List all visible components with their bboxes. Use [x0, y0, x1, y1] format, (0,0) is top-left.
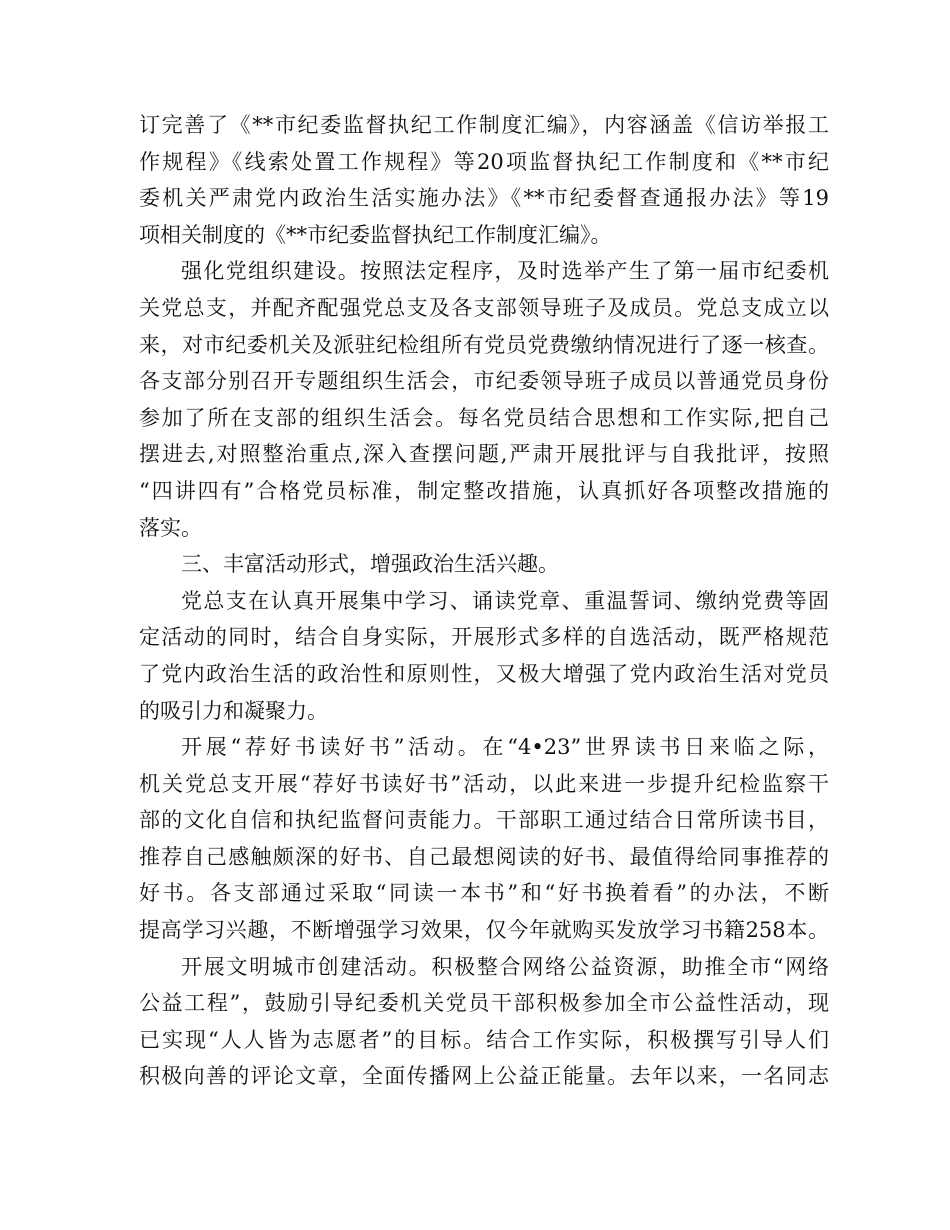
text-line: 开展文明城市创建活动。积极整合网络公益资源，助推全市“网络 — [181, 954, 829, 979]
text-line: 机关党总支开展“荐好书读好书”活动，以此来进一步提升纪检监察干 — [139, 771, 829, 796]
text-line: 部的文化自信和执纪监督问责能力。干部职工通过结合日常所读书目， — [139, 808, 829, 833]
text-line: 已实现“人人皆为志愿者”的目标。结合工作实际，积极撰写引导人们 — [139, 1027, 829, 1052]
text-line: 推荐自己感触颇深的好书、自己最想阅读的好书、最值得给同事推荐的 — [139, 844, 829, 869]
text-line: 参加了所在支部的组织生活会。每名党员结合思想和工作实际,把自己 — [139, 405, 829, 430]
text-line: 来，对市纪委机关及派驻纪检组所有党员党费缴纳情况进行了逐一核查。 — [139, 332, 829, 357]
text-line: 的吸引力和凝聚力。 — [139, 698, 328, 723]
text-line: 落实。 — [139, 515, 202, 540]
text-line: 三、丰富活动形式，增强政治生活兴趣。 — [181, 552, 559, 577]
text-line: 委机关严肃党内政治生活实施办法》《**市纪委督查通报办法》等19 — [139, 186, 829, 211]
text-line: 摆进去,对照整治重点,深入查摆问题,严肃开展批评与自我批评，按照 — [139, 442, 829, 467]
body-text — [139, 107, 829, 1095]
text-line: “四讲四有”合格党员标准，制定整改措施，认真抓好各项整改措施的 — [139, 478, 829, 503]
text-line: 开展“荐好书读好书”活动。在“4•23”世界读书日来临之际， — [181, 735, 829, 760]
text-line: 积极向善的评论文章，全面传播网上公益正能量。去年以来，一名同志 — [139, 1064, 829, 1089]
text-line: 提高学习兴趣，不断增强学习效果，仅今年就购买发放学习书籍258本。 — [139, 918, 829, 943]
text-line: 公益工程”，鼓励引导纪委机关党员干部积极参加全市公益性活动，现 — [139, 991, 829, 1016]
text-line: 各支部分别召开专题组织生活会，市纪委领导班子成员以普通党员身份 — [139, 369, 829, 394]
text-line: 作规程》《线索处置工作规程》等20项监督执纪工作制度和《**市纪 — [139, 149, 829, 174]
text-line: 强化党组织建设。按照法定程序，及时选举产生了第一届市纪委机 — [181, 259, 829, 284]
text-line: 党总支在认真开展集中学习、诵读党章、重温誓词、缴纳党费等固 — [181, 588, 829, 613]
text-line: 关党总支，并配齐配强党总支及各支部领导班子及成员。党总支成立以 — [139, 295, 829, 320]
text-line: 了党内政治生活的政治性和原则性，又极大增强了党内政治生活对党员 — [139, 661, 829, 686]
text-line: 订完善了《**市纪委监督执纪工作制度汇编》，内容涵盖《信访举报工 — [139, 113, 829, 137]
text-line: 项相关制度的《**市纪委监督执纪工作制度汇编》。 — [139, 222, 612, 247]
text-line: 好书。各支部通过采取“同读一本书”和“好书换着看”的办法，不断 — [139, 881, 829, 906]
text-line: 定活动的同时，结合自身实际，开展形式多样的自选活动，既严格规范 — [139, 625, 829, 650]
